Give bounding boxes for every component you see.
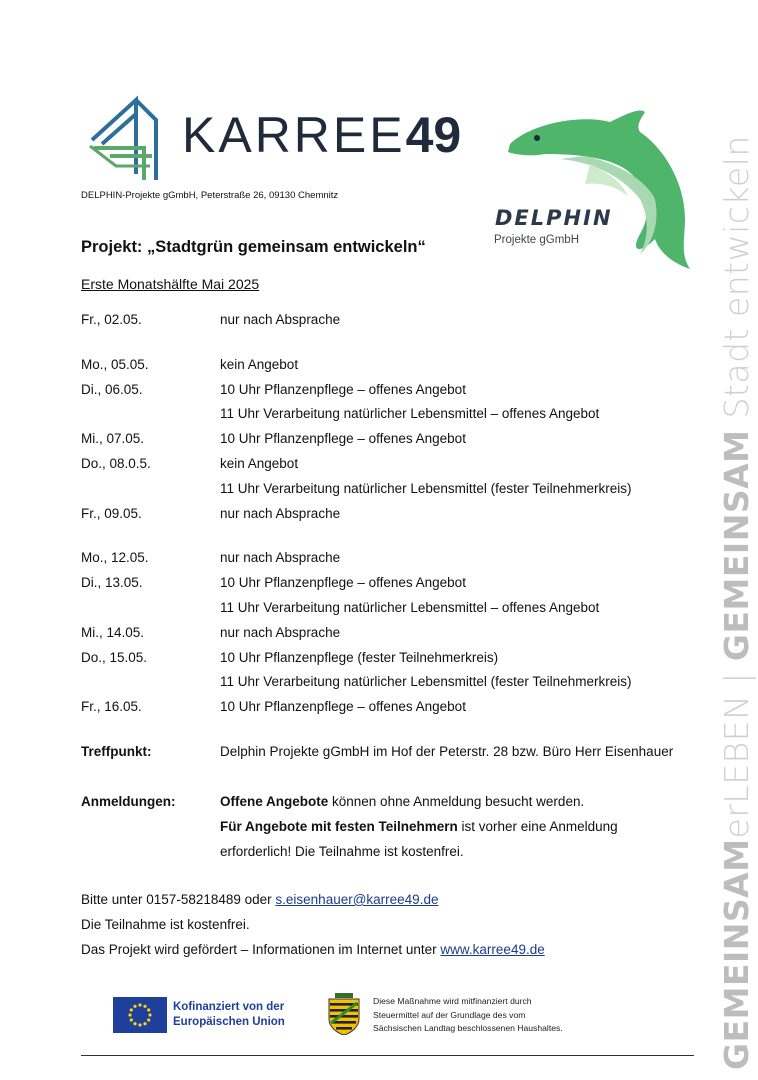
saxony-coat-of-arms-icon [327,993,361,1035]
schedule-row [81,695,711,720]
eu-flag-icon [113,997,167,1033]
schedule-day: Do., 15.05. [81,649,148,665]
schedule-day: Mo., 12.05. [81,550,149,566]
period-heading: Erste Monatshälfte Mai 2025 [81,276,260,292]
schedule-day: Di., 13.05. [81,575,143,591]
contact-block [81,888,545,962]
schedule-day: Mi., 14.05. [81,624,145,640]
schedule-text: 10 Uhr Pflanzenpflege – offenes Angebot [220,381,466,397]
schedule-text: 11 Uhr Verarbeitung natürlicher Lebensmittel – offenes Angebot [220,599,600,615]
project-title: Projekt: „Stadtgrün gemeinsam entwickeln“ [81,238,426,256]
eu-funding-text: Kofinanziert von der Europäischen Union [173,1001,285,1028]
delphin-wordmark: DELPHIN [495,206,613,230]
schedule-text: 11 Uhr Verarbeitung natürlicher Lebensmittel (fester Teilnehmerkreis) [220,674,632,690]
schedule-row [81,308,711,333]
schedule-row [81,502,711,527]
registration-line-3: erforderlich! Die Teilnahme ist kostenfrei. [220,844,464,859]
schedule-text: nur nach Absprache [220,312,341,327]
sender-address: DELPHIN-Projekte gGmbH, Peterstraße 26, 09130 Chemnitz [81,190,339,201]
schedule-text: kein Angebot [220,455,299,471]
schedule-day: Di., 06.05. [81,381,143,397]
schedule-text: nur nach Absprache [220,550,341,566]
karree-house-icon [88,92,168,184]
schedule-day: Fr., 02.05. [81,312,142,327]
schedule-text: 10 Uhr Pflanzenpflege – offenes Angebot [220,575,466,591]
schedule-day: Mi., 07.05. [81,431,145,447]
meeting-text: Delphin Projekte gGmbH im Hof der Peterstr. 28 bzw. Büro Herr Eisenhauer [220,744,674,759]
schedule-text: nur nach Absprache [220,505,341,521]
footer-divider [81,1055,694,1056]
saxony-funding-text: Diese Maßnahme wird mitfinanziert durch Steuermittel auf der Grundlage des vom Sächsischen Landtag beschlossenen Haushaltes. [373,996,563,1033]
schedule-text: kein Angebot [220,356,299,372]
karree49-logo [88,92,488,184]
schedule-row [81,646,711,671]
contact-line-2: Die Teilnahme ist kostenfrei. [81,916,250,932]
schedule-row [81,427,711,452]
schedule-text: 11 Uhr Verarbeitung natürlicher Lebensmittel – offenes Angebot [220,406,600,422]
contact-line-3: Das Projekt wird gefördert – Informationen im Internet unter www.karree49.de [81,941,545,957]
registration-label: Anmeldungen: [81,794,176,809]
schedule-row [81,477,711,502]
schedule-row [81,402,711,427]
schedule-row [81,670,711,695]
schedule-text: nur nach Absprache [220,624,341,640]
schedule-list [81,308,711,720]
registration-line-1: Offene Angebote können ohne Anmeldung besucht werden. [220,794,585,809]
schedule-row [81,353,711,378]
email-link[interactable]: s.eisenhauer@karree49.de [275,892,439,907]
registration-line-2: Für Angebote mit festen Teilnehmern ist vorher eine Anmeldung [220,819,618,834]
schedule-day: Fr., 09.05. [81,505,142,521]
delphin-subtitle: Projekte gGmbH [494,234,580,246]
schedule-row [81,621,711,646]
meeting-label: Treffpunkt: [81,744,152,759]
side-slogan: GEMEINSAMerLEBEN | GEMEINSAM Stadt entwickeln [717,135,756,1070]
schedule-day: Mo., 05.05. [81,356,149,372]
schedule-day: Fr., 16.05. [81,699,142,715]
karree-wordmark: KARREE49 [182,107,462,163]
schedule-row [81,596,711,621]
schedule-row [81,571,711,596]
website-link[interactable]: www.karree49.de [440,941,545,957]
schedule-text: 10 Uhr Pflanzenpflege (fester Teilnehmerkreis) [220,649,499,665]
dolphin-logo-icon [490,104,700,274]
schedule-text: 11 Uhr Verarbeitung natürlicher Lebensmittel (fester Teilnehmerkreis) [220,480,632,496]
schedule-text: 10 Uhr Pflanzenpflege – offenes Angebot [220,431,466,447]
schedule-text: 10 Uhr Pflanzenpflege – offenes Angebot [220,699,466,715]
contact-line-1: Bitte unter 0157-58218489 oder s.eisenhauer@karree49.de [81,892,439,907]
schedule-row [81,378,711,403]
schedule-row [81,546,711,571]
schedule-row [81,452,711,477]
schedule-day: Do., 08.0.5. [81,455,151,471]
